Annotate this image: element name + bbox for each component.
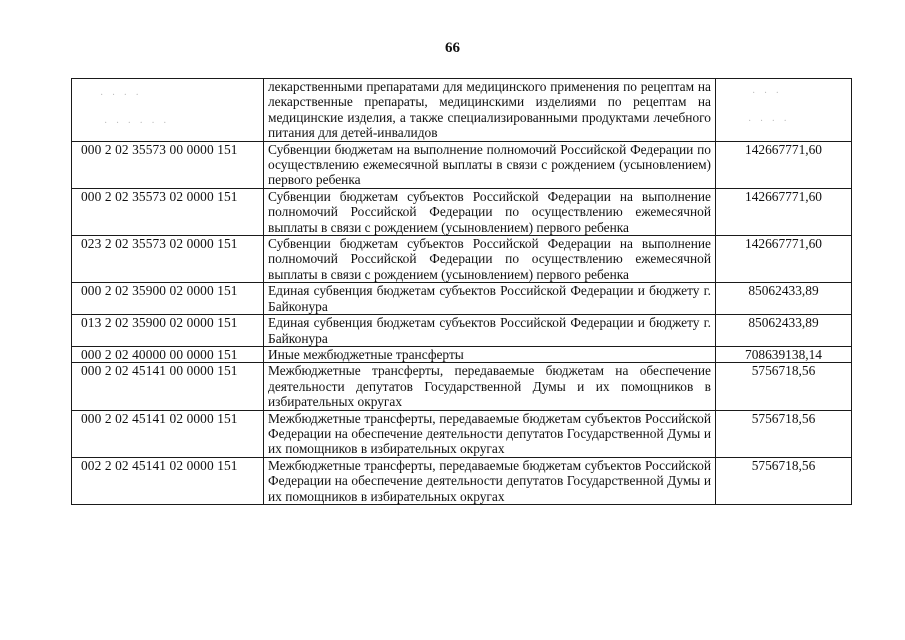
row-amount: 142667771,60 (716, 141, 852, 188)
table-row (72, 141, 852, 188)
scan-noise: · · · · · · (104, 118, 170, 129)
budget-code (72, 79, 264, 142)
table-row (72, 346, 852, 362)
budget-code: 013 2 02 35900 02 0000 151 (72, 315, 264, 347)
budget-code: 023 2 02 35573 02 0000 151 (72, 236, 264, 283)
row-amount: 5756718,56 (716, 410, 852, 457)
row-description: Субвенции бюджетам на выполнение полномочий Российской Федерации по осуществлению ежемесячной выплаты в связи с рождением (усыновлением) первого ребенка (264, 141, 716, 188)
budget-code: 000 2 02 45141 02 0000 151 (72, 410, 264, 457)
row-description: Межбюджетные трансферты, передаваемые бюджетам субъектов Российской Федерации на обеспечение деятельности депутатов Государственной Думы и их помощников в избирательных округах (264, 410, 716, 457)
row-amount (716, 79, 852, 142)
budget-code: 002 2 02 45141 02 0000 151 (72, 457, 264, 504)
table-row (72, 283, 852, 315)
row-description: Межбюджетные трансферты, передаваемые бюджетам на обеспечение деятельности депутатов Государственной Думы и их помощников в избирательных округах (264, 363, 716, 410)
row-description: Субвенции бюджетам субъектов Российской Федерации на выполнение полномочий Российской Федерации по осуществлению ежемесячной выплаты в связи с рождением (усыновлением) первого ребенка (264, 188, 716, 235)
row-description: Иные межбюджетные трансферты (264, 346, 716, 362)
revenue-table (71, 78, 852, 505)
page-number: 66 (445, 40, 460, 56)
row-amount: 5756718,56 (716, 457, 852, 504)
table-row (72, 79, 852, 142)
table-row (72, 236, 852, 283)
row-description: Межбюджетные трансферты, передаваемые бюджетам субъектов Российской Федерации на обеспечение деятельности депутатов Государственной Думы и их помощников в избирательных округах (264, 457, 716, 504)
budget-code: 000 2 02 40000 00 0000 151 (72, 346, 264, 362)
row-amount: 142667771,60 (716, 236, 852, 283)
row-description: лекарственными препаратами для медицинского применения по рецептам на лекарственные препараты, медицинскими изделиями по рецептам на медицинские изделия, а также специализированными продуктами лечебного питания для детей-инвалидов (264, 79, 716, 142)
row-amount: 85062433,89 (716, 283, 852, 315)
scan-noise: · · · · (748, 116, 790, 127)
table-row (72, 315, 852, 347)
row-amount: 5756718,56 (716, 363, 852, 410)
row-amount: 142667771,60 (716, 188, 852, 235)
budget-code: 000 2 02 35573 00 0000 151 (72, 141, 264, 188)
budget-code: 000 2 02 35900 02 0000 151 (72, 283, 264, 315)
table-row (72, 188, 852, 235)
row-description: Субвенции бюджетам субъектов Российской Федерации на выполнение полномочий Российской Федерации по осуществлению ежемесячной выплаты в связи с рождением (усыновлением) первого ребенка (264, 236, 716, 283)
row-description: Единая субвенция бюджетам субъектов Российской Федерации и бюджету г. Байконура (264, 315, 716, 347)
row-description: Единая субвенция бюджетам субъектов Российской Федерации и бюджету г. Байконура (264, 283, 716, 315)
budget-code: 000 2 02 35573 02 0000 151 (72, 188, 264, 235)
table-row (72, 363, 852, 410)
row-amount: 85062433,89 (716, 315, 852, 347)
scan-noise: · · · · (100, 90, 142, 101)
table-row (72, 410, 852, 457)
budget-code: 000 2 02 45141 00 0000 151 (72, 363, 264, 410)
row-amount: 708639138,14 (716, 346, 852, 362)
table-row (72, 457, 852, 504)
scan-noise: · · · (752, 88, 782, 99)
